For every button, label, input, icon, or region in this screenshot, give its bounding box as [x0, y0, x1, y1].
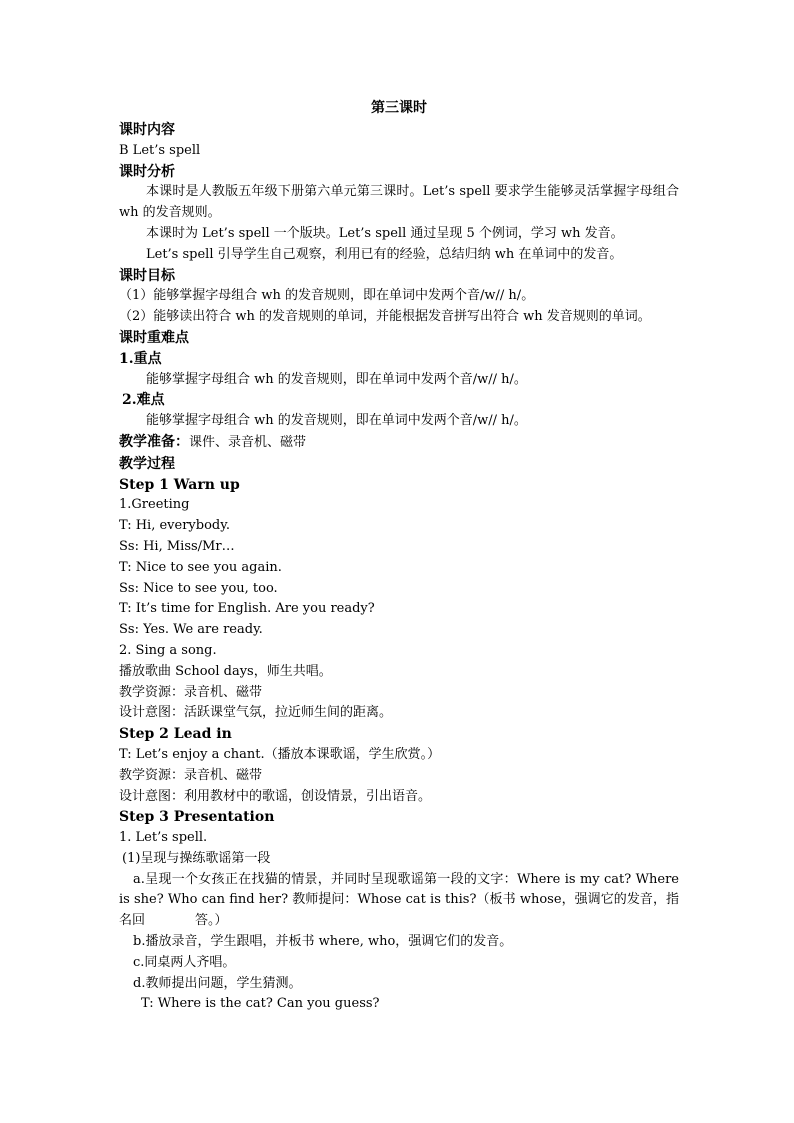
step1-line: T: Hi, everybody.: [119, 518, 230, 534]
section-heading-analysis: 课时分析: [119, 163, 175, 180]
step1-title: Step 1 Warn up: [119, 476, 240, 493]
step2-line: T: Let’s enjoy a chant.（播放本课歌谣，学生欣赏。）: [119, 746, 441, 762]
step3-line: (1)呈现与操练歌谣第一段: [122, 850, 271, 866]
teaching-prep-label: 教学准备：: [119, 433, 189, 450]
analysis-paragraph-1: 本课时是人教版五年级下册第六单元第三课时。Let’s spell 要求学生能够灵活掌握字母组合 wh 的发音规则。: [119, 184, 679, 221]
teaching-prep: [119, 432, 679, 454]
analysis-paragraph-3: Let’s spell 引导学生自己观察，利用已有的经验，总结归纳 wh 在单词中的发音。: [146, 246, 623, 262]
step3-item-d: d.教师提出问题，学生猜测。: [133, 975, 302, 991]
step3-item-b: b.播放录音，学生跟唱，并板书 where, who，强调它们的发音。: [133, 934, 513, 950]
key-point-label: 1.重点: [119, 350, 162, 367]
step3-item-a-tail: 答。）: [195, 913, 228, 929]
step3-line: 1. Let’s spell.: [119, 830, 208, 846]
document-content: [119, 96, 679, 1015]
step1-line: T: Nice to see you again.: [119, 559, 282, 575]
analysis-paragraph-2: 本课时为 Let’s spell 一个版块。Let’s spell 通过呈现 5 个例词，学习 wh 发音。: [146, 225, 624, 241]
step2-line: 设计意图：利用教材中的歌谣，创设情景，引出语音。: [119, 788, 432, 804]
step3-item-a-text: a.呈现一个女孩正在找猫的情景，并同时呈现歌谣第一段的文字：Where is my cat? Where is she? Who can find her? 教师提问：Whose cat is this?（板书 whose，强调它的发音，指名回: [119, 871, 679, 929]
step3-teacher-line: T: Where is the cat? Can you guess?: [141, 996, 380, 1012]
step3-title: Step 3 Presentation: [119, 809, 275, 826]
step1-line: Ss: Hi, Miss/Mr…: [119, 538, 235, 554]
step1-line: 1.Greeting: [119, 497, 190, 513]
step1-line: T: It’s time for English. Are you ready?: [119, 601, 375, 617]
step1-line: 设计意图：活跃课堂气氛，拉近师生间的距离。: [119, 705, 393, 721]
difficulty-label: 2.难点: [122, 392, 165, 409]
page-title: 第三课时: [371, 100, 427, 116]
step1-line: 播放歌曲 School days，师生共唱。: [119, 663, 332, 679]
step1-line: 教学资源：录音机、磁带: [119, 684, 263, 700]
step3-item-a: [119, 870, 679, 932]
step1-line: Ss: Nice to see you, too.: [119, 580, 278, 596]
goal-2: （2）能够读出符合 wh 的发音规则的单词，并能根据发音拼写出符合 wh 发音规则的单词。: [119, 309, 651, 325]
section-heading-content: 课时内容: [119, 122, 175, 138]
step1-line: Ss: Yes. We are ready.: [119, 622, 263, 638]
section-heading-goals: 课时目标: [119, 267, 175, 284]
step3-item-c: c.同桌两人齐唱。: [133, 954, 236, 970]
step2-line: 教学资源：录音机、磁带: [119, 767, 263, 783]
key-point-text: 能够掌握字母组合 wh 的发音规则，即在单词中发两个音/w// h/。: [146, 371, 527, 387]
section-heading-process: 教学过程: [119, 455, 175, 472]
lesson-content-text: B Let’s spell: [119, 142, 201, 158]
teaching-prep-text: 课件、录音机、磁带: [189, 434, 307, 450]
section-heading-key-points: 课时重难点: [119, 329, 189, 346]
difficulty-text: 能够掌握字母组合 wh 的发音规则，即在单词中发两个音/w// h/。: [146, 413, 527, 429]
step2-title: Step 2 Lead in: [119, 726, 232, 743]
goal-1: （1）能够掌握字母组合 wh 的发音规则，即在单词中发两个音/w// h/。: [119, 288, 535, 304]
step1-line: 2. Sing a song.: [119, 642, 217, 658]
